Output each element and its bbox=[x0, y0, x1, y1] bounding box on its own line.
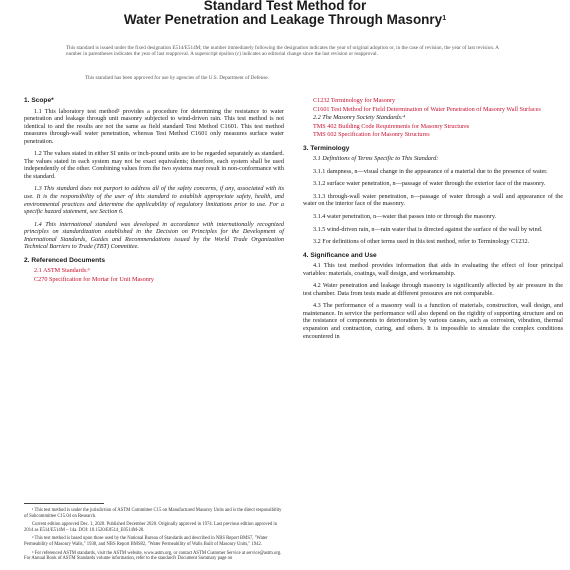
dod-notice: This standard has been approved for use by agencies of the U.S. Department of Defense. bbox=[85, 75, 269, 81]
footnote-2: ² This test method is based upon those used by the National Bureau of Standards and described in NBS Report BMS7, "Water Permeability of Masonry Walls," 1938, and NBS Report BMS82, "Water Permeability of Walls Built of Masonry Units," 1942. bbox=[24, 536, 268, 547]
footnote-1: ¹ This test method is under the jurisdiction of ASTM Committee C15 on Manufactured Masonry Units and is the direct responsibility of Subcommittee C15.04 on Research. bbox=[24, 508, 282, 519]
paragraph-3-1: 3.1 Definitions of Terms Specific to This Standard: bbox=[313, 155, 439, 163]
ref-c270-link[interactable]: C270 Specification for Mortar for Unit Masonry bbox=[34, 275, 154, 283]
footnote-divider bbox=[24, 503, 104, 504]
ref-c1601-link[interactable]: C1601 Test Method for Field Determination of Water Penetration of Masonry Wall Surfaces bbox=[313, 105, 541, 113]
paragraph-1-2: 1.2 The values stated in either SI units or inch-pound units are to be regarded separately as standard. The values stated in each system may not be exact equivalents; therefore, each system shall be used independently of the other. Combining values from the two systems may result in non-conformance with the standard. bbox=[24, 150, 284, 180]
footnote-3: ³ For referenced ASTM standards, visit the ASTM website, www.astm.org, or contact ASTM Customer Service at service@astm.org. For Annual Book of ASTM Standards volume information, refer to the standard's Document Summary page on bbox=[24, 550, 282, 562]
ref-c1232-link[interactable]: C1232 Terminology for Masonry bbox=[313, 97, 396, 104]
paragraph-4-1: 4.1 This test method provides information that aids in evaluating the effect of four principal variables: materials, coatings, wall design, and workmanship. bbox=[303, 262, 563, 277]
paragraph-1-3: 1.3 This standard does not purport to address all of the safety concerns, if any, associated with its use. It is the responsibility of the user of this standard to establish appropriate safety, health, and environmental practices and determine the applicability of regulatory limitations prior to use. For a specific hazard statement, see Section 6. bbox=[24, 185, 284, 216]
paragraph-4-3: 4.3 The performance of a masonry wall is a function of materials, construction, wall design, and maintenance. In service the performance will also depend on the rigidity of supporting structure and on the resistance of components to deterioration by various causes, such as corrosion, vibration, thermal expansion and contraction, curing, and others. It is impossible to simulate the complex conditions encountered in bbox=[303, 302, 563, 340]
section-heading-terminology: 3. Terminology bbox=[303, 144, 350, 152]
right-column bbox=[303, 97, 563, 345]
title-line-1: Standard Test Method for bbox=[203, 0, 367, 13]
paragraph-4-2: 4.2 Water penetration and leakage through masonry is significantly affected by air pressure in the test chamber. Data from tests made at different pressures are not comparable. bbox=[303, 282, 563, 297]
title-line-2 bbox=[0, 12, 570, 27]
paragraph-3-1-3: 3.1.3 through-wall water penetration, n—passage of water through a wall and appearance of the water on the interior face of the masonry. bbox=[303, 192, 563, 208]
section-heading-scope: 1. Scope* bbox=[24, 97, 54, 104]
ref-tms402-link[interactable]: TMS 402 Building Code Requirements for Masonry Structures bbox=[313, 122, 470, 130]
paragraph-3-1-4: 3.1.4 water penetration, n—water that passes into or through the masonry. bbox=[313, 213, 497, 221]
left-column bbox=[24, 97, 284, 284]
ref-astm-standards[interactable]: 2.1 ASTM Standards:³ bbox=[34, 267, 90, 275]
paragraph-3-1-1: 3.1.1 dampness, n—visual change in the appearance of a material due to the presence of water. bbox=[313, 167, 548, 175]
title-footnote-mark: 1 bbox=[442, 15, 447, 22]
title-text: Water Penetration and Leakage Through Masonry bbox=[123, 12, 443, 27]
section-heading-significance: 4. Significance and Use bbox=[303, 251, 377, 259]
paragraph-3-1-2: 3.1.2 surface water penetration, n—passage of water through the exterior face of the masonry. bbox=[313, 180, 546, 188]
ref-tms-standards: 2.2 The Masonry Society Standards:⁴ bbox=[313, 114, 406, 122]
paragraph-1-1: 1.1 This laboratory test method² provides a procedure for determining the resistance to water penetration and leakage through unit masonry subjected to wind-driven rain. This test method is not identical to and the results are not the same as field standard Test Method C1601. This test method measures through-wall water penetration, whereas Test Method C1601 only measures surface water penetration. bbox=[24, 107, 284, 145]
paragraph-1-4: 1.4 This international standard was developed in accordance with internationally recognized principles on standardization established in the Decision on Principles for the Development of International Standards, Guides and Recommendations issued by the World Trade Organization Technical Barriers to Trade (TBT) Committee. bbox=[24, 220, 284, 251]
section-heading-referenced-documents: 2. Referenced Documents bbox=[24, 256, 105, 264]
footnotes bbox=[24, 508, 282, 565]
ref-tms602-link[interactable]: TMS 602 Specification for Masonry Structures bbox=[313, 131, 430, 139]
paragraph-3-2: 3.2 For definitions of other terms used in this test method, refer to Terminology C1232. bbox=[313, 238, 530, 246]
designation-notice: This standard is issued under the fixed designation E514/E514M; the number immediately following the designation indicates the year of original adoption or, in the case of revision, the year of last revision. A number in parentheses indicates the year of last reapproval. A superscript epsilon (ε) indicates an editorial change since the last revision or reapproval. bbox=[66, 45, 499, 58]
footnote-1-edition: Current edition approved Dec. 1, 2020. Published December 2020. Originally approved in 1974. Last previous edition approved in 2014 as E514/E514M – 14a. DOI: 10.1520/E0514_E0514M-20. bbox=[24, 522, 277, 533]
paragraph-3-1-5: 3.1.5 wind-driven rain, n—rain water that is directed against the surface of the wall by wind. bbox=[313, 225, 543, 233]
